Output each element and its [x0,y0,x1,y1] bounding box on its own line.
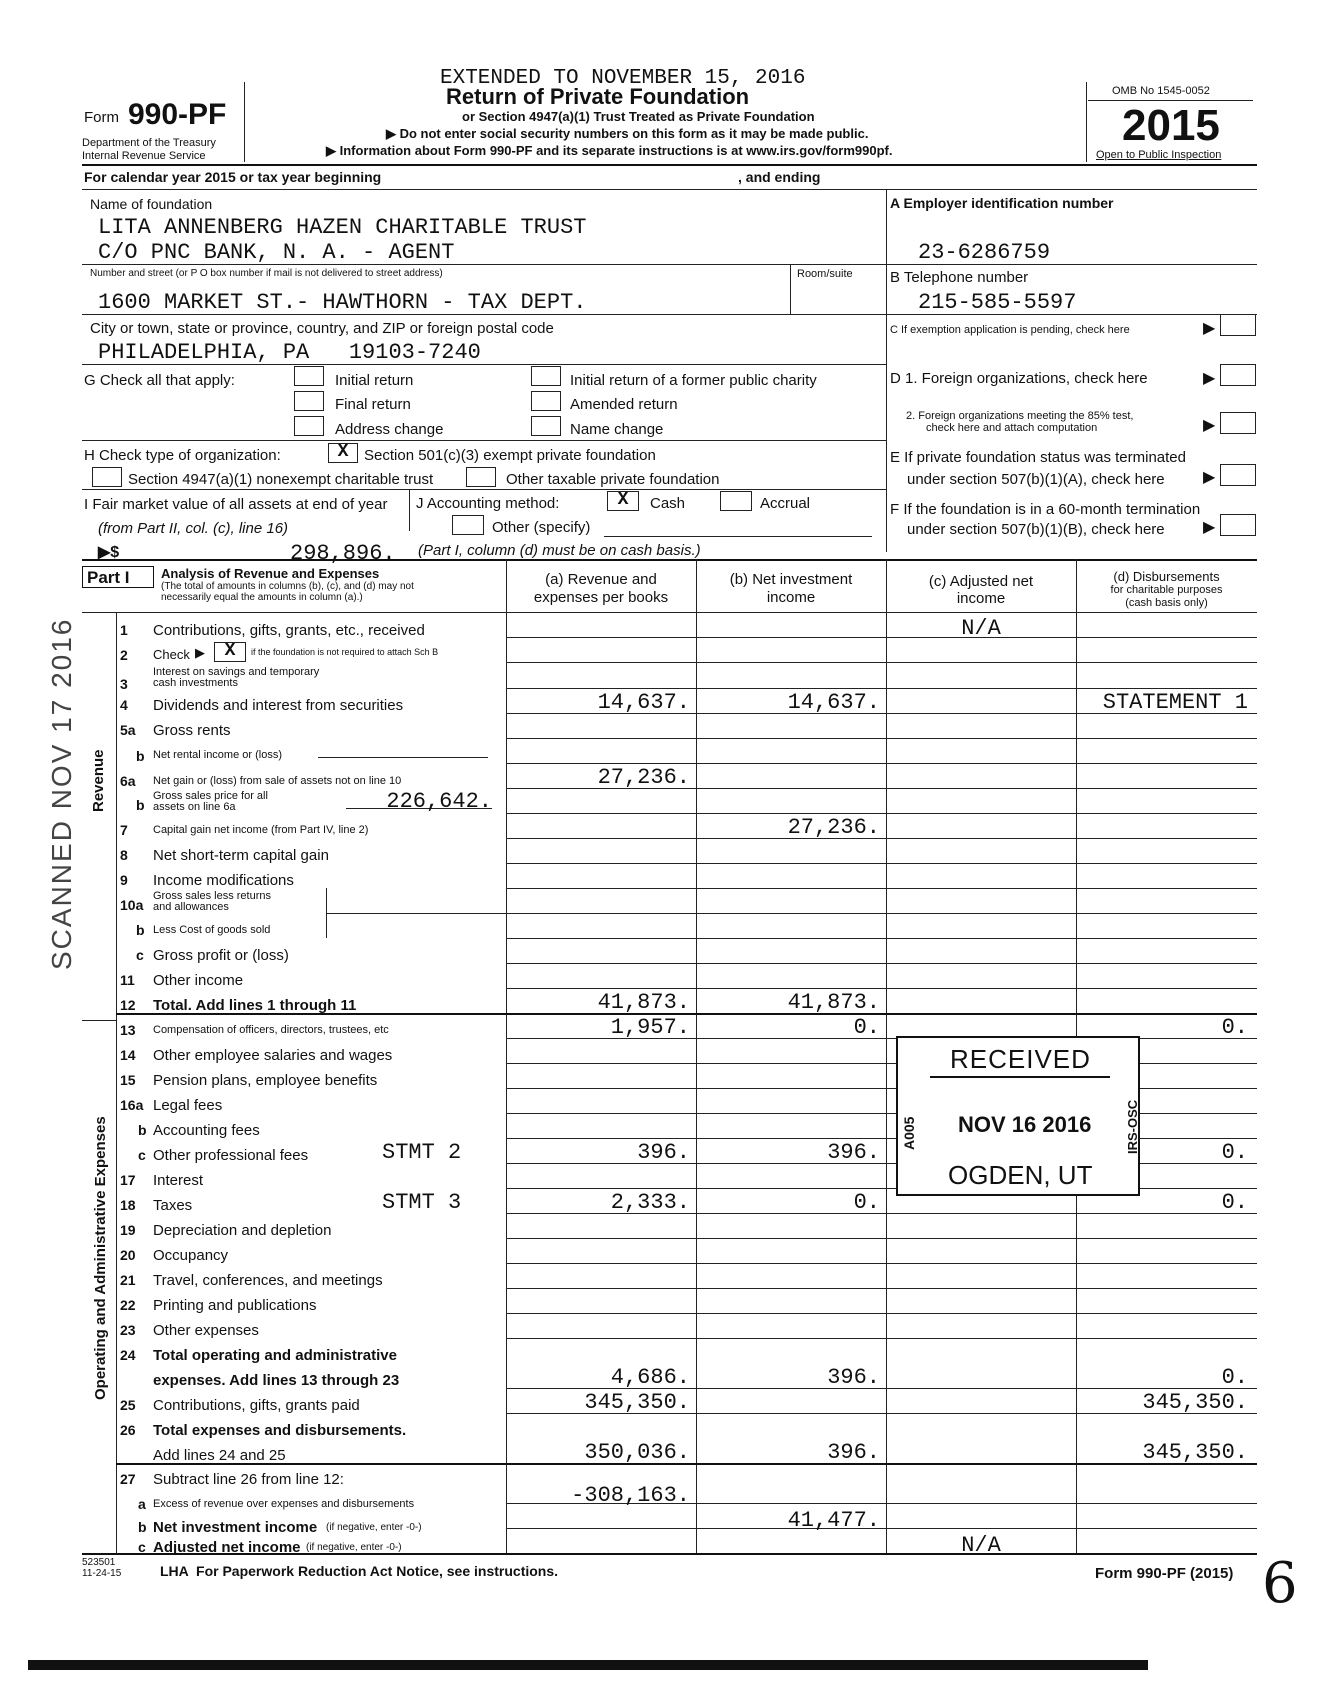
line-12-col-b: 41,873. [787,990,880,1015]
header-rule [82,164,1257,166]
room-divider [790,264,791,314]
line-13-text: Compensation of officers, directors, trustees, etc [153,1024,389,1036]
h-501c3-label: Section 501(c)(3) exempt private foundation [364,447,656,464]
initial-former-checkbox[interactable] [531,366,561,386]
cash-label: Cash [650,495,686,512]
line-18-col-a: 2,333. [610,1190,690,1215]
final-return-checkbox[interactable] [294,391,324,411]
line-10c-text: Gross profit or (loss) [153,947,289,964]
line-4-col-b: 14,637. [787,690,880,715]
c-checkbox[interactable] [1220,314,1256,336]
line-18-num: 18 [120,1197,136,1213]
line-20-text: Occupancy [153,1247,229,1264]
line-5b-num: b [136,748,145,764]
line-26-col-b: 396. [827,1440,880,1465]
accrual-checkbox[interactable] [720,491,752,511]
h-label: H Check type of organization: [84,447,281,464]
g-label: G Check all that apply: [84,372,235,389]
notice-info: ▶ Information about Form 990-PF and its separate instructions is at www.irs.gov/form990pf. [326,143,893,158]
line-6b-value: 226,642. [386,789,492,814]
line-17-text: Interest [153,1172,204,1189]
line-16c-text: Other professional fees [153,1147,309,1164]
line-13-col-d: 0. [1221,1015,1248,1040]
row-sep [506,662,1257,663]
line-13-col-b: 0. [853,1015,880,1040]
line-25-col-d: 345,350. [1142,1390,1248,1415]
line-4-num: 4 [120,697,128,713]
line-6a-num: 6a [120,773,136,789]
e-label-1: E If private foundation status was terminated [890,449,1186,466]
line-16b-text: Accounting fees [153,1122,260,1139]
row-sep [506,1188,1257,1189]
col-a-header-1: (a) Revenue and [545,571,657,588]
part1-title: Analysis of Revenue and Expenses [161,566,380,581]
col-c-left [886,559,887,1553]
form-prefix: Form [84,109,119,126]
address-change-label: Address change [335,421,444,438]
line-3-num: 3 [120,676,128,692]
line-27b-text: Net investment income [153,1519,318,1536]
line-10c-num: c [136,947,144,963]
name-change-checkbox[interactable] [531,416,561,436]
other-specify-line[interactable] [604,536,872,537]
line-26-col-d: 345,350. [1142,1440,1248,1465]
line-24-col-b: 396. [827,1365,880,1390]
line-27c-text: Adjusted net income [153,1539,301,1556]
e-arrow-icon: ▶ [1203,469,1216,486]
i-label-2: (from Part II, col. (c), line 16) [98,520,289,537]
h-rule [82,489,886,490]
line-14-text: Other employee salaries and wages [153,1047,393,1064]
scanned-side-stamp: SCANNED NOV 17 2016 [46,617,77,970]
line-27a-col-a: -308,163. [571,1483,690,1508]
stamp-left-code: A005 [901,1116,917,1150]
h-4947-checkbox[interactable] [92,467,122,487]
col-b-header-2: income [766,589,816,606]
and-ending-label: , and ending [738,169,821,185]
line-25-text: Contributions, gifts, grants paid [153,1397,360,1414]
row-sep [506,1288,1257,1289]
f-checkbox[interactable] [1220,514,1256,536]
row-sep [506,1263,1257,1264]
col-b-header-1: (b) Net investment [729,571,853,588]
phone-rule [886,314,1257,315]
row-sep [506,688,1257,689]
footer-code-1: 523501 [82,1557,116,1568]
f-label-1: F If the foundation is in a 60-month termination [890,501,1201,518]
line-2-note: if the foundation is not required to attach Sch B [251,647,439,657]
line-19-num: 19 [120,1222,136,1238]
phone-label: B Telephone number [890,269,1029,286]
line-8-num: 8 [120,847,128,863]
col-d-header-1: (d) Disbursements [1113,569,1220,584]
calendar-year-label: For calendar year 2015 or tax year beginning [84,169,382,185]
line-10b-num: b [136,922,145,938]
street-rule [82,314,886,315]
f-arrow-icon: ▶ [1203,519,1216,536]
other-method-checkbox[interactable] [452,515,484,535]
line-2-arrow-icon: ▶ [195,645,205,660]
row-sep [506,988,1257,989]
line-7-col-b: 27,236. [787,815,880,840]
line-27b-col-b: 41,477. [787,1508,880,1533]
tax-year: 2015 [1122,101,1220,150]
h-501c3-checkbox[interactable]: X [328,443,358,463]
line-6b-text-1: Gross sales price for all [153,790,268,802]
line-16c-stmt: STMT 2 [382,1140,462,1165]
line-27c-num: c [138,1539,146,1555]
line-16a-text: Legal fees [153,1097,223,1114]
public-inspection: Open to Public Inspection [1096,149,1222,161]
line-7-text: Capital gain net income (from Part IV, line 2) [153,824,369,836]
line-3-text-2: cash investments [153,677,238,689]
line-19-text: Depreciation and depletion [153,1222,332,1239]
line-23-num: 23 [120,1322,136,1338]
omb-number: OMB No 1545-0052 [1112,85,1210,97]
department-label: Department of the Treasury [82,137,216,149]
line-27a-text: Excess of revenue over expenses and disbursements [153,1498,415,1510]
line-10b-text: Less Cost of goods sold [153,924,271,936]
footer-lha: LHA For Paperwork Reduction Act Notice, see instructions. [160,1563,559,1579]
line-6a-text: Net gain or (loss) from sale of assets not on line 10 [153,775,402,787]
side-section-rule [82,1020,116,1021]
d2-checkbox[interactable] [1220,412,1256,434]
line-24-col-d: 0. [1221,1365,1248,1390]
line-16c-col-a: 396. [637,1140,690,1165]
address-change-checkbox[interactable] [294,416,324,436]
part1-subtitle-1: (The total of amounts in columns (b), (c), and (d) may not [161,581,414,592]
row-sep [506,1338,1257,1339]
line-25-col-a: 345,350. [584,1390,690,1415]
line-21-num: 21 [120,1272,136,1288]
line-4-text: Dividends and interest from securities [153,697,404,714]
foundation-name-line1: LITA ANNENBERG HAZEN CHARITABLE TRUST [98,215,587,240]
line-24-text-1: Total operating and administrative [153,1347,397,1364]
stamp-received: RECEIVED [950,1044,1091,1074]
line-10a-num: 10a [120,897,144,913]
i-label-1: I Fair market value of all assets at end of year [84,496,388,513]
f-label-2: under section 507(b)(1)(B), check here [907,521,1165,538]
line-10-box-mid [326,913,506,914]
ein-rule [886,264,1257,265]
line-9-num: 9 [120,872,128,888]
stamp-date: NOV 16 2016 [958,1112,1092,1137]
line-27-num: 27 [120,1471,136,1487]
line-6b-num: b [136,797,145,813]
room-label: Room/suite [797,268,853,280]
final-return-label: Final return [335,396,411,413]
amended-return-checkbox[interactable] [531,391,561,411]
line-25-num: 25 [120,1397,136,1413]
foundation-name-line2: C/O PNC BANK, N. A. - AGENT [98,240,455,265]
city-label: City or town, state or province, country, and ZIP or foreign postal code [90,320,554,337]
e-label-2: under section 507(b)(1)(A), check here [907,471,1165,488]
h-4947-label: Section 4947(a)(1) nonexempt charitable trust [128,471,434,488]
line-4-col-a: 14,637. [597,690,690,715]
col-c-header-1: (c) Adjusted net [928,573,1034,590]
row-sep [506,1113,1257,1114]
side-revenue-label: Revenue [90,749,107,812]
line-26-text-2: Add lines 24 and 25 [153,1447,286,1464]
accrual-label: Accrual [760,495,811,512]
h-other-taxable-checkbox[interactable] [466,467,496,487]
part1-header-rule [82,612,1257,613]
line-11-num: 11 [120,972,135,988]
d2-label-2: check here and attach computation [926,422,1098,434]
ein-value: 23-6286759 [918,240,1051,265]
ij-rule [82,559,1257,561]
stamp-rule-top [930,1076,1110,1078]
line-27-text: Subtract line 26 from line 12: [153,1471,344,1488]
d2-arrow-icon: ▶ [1203,417,1216,434]
row-sep [506,738,1257,739]
line-23-text: Other expenses [153,1322,259,1339]
c-arrow-icon: ▶ [1203,320,1216,337]
row-sep [506,863,1257,864]
line-11-text: Other income [153,972,244,989]
line-27a-num: a [138,1496,146,1512]
calendar-rule [82,189,1257,190]
col-d-header-2: for charitable purposes [1110,584,1223,596]
d2-label-1: 2. Foreign organizations meeting the 85% test, [906,410,1134,422]
stamp-location: OGDEN, UT [948,1160,1093,1190]
line-1-num: 1 [120,622,128,638]
line-5b-fill[interactable] [318,757,488,758]
line-27c-col-c: N/A [961,1533,1001,1558]
line-10a-text-1: Gross sales less returns [153,890,271,902]
line-22-num: 22 [120,1297,136,1313]
name-rule [82,264,886,265]
line-18-text: Taxes [153,1197,193,1214]
line-2-text: Check [153,647,190,662]
line-16c-col-b: 396. [827,1140,880,1165]
cash-checkbox[interactable]: X [607,491,639,511]
line-3-text-1: Interest on savings and temporary [153,666,320,678]
line-6a-col-a: 27,236. [597,765,690,790]
line-16a-num: 16a [120,1097,144,1113]
received-stamp [896,1036,1140,1196]
row-sep [506,1313,1257,1314]
row-sep [506,637,1257,638]
row-sep [506,813,1257,814]
g-rule [82,440,886,441]
line-15-text: Pension plans, employee benefits [153,1072,378,1089]
handwritten-page-mark: 6 [1262,1551,1298,1616]
row-sep [506,1138,1257,1139]
line-27b-num: b [138,1519,147,1535]
line-1-text: Contributions, gifts, grants, etc., received [153,622,425,639]
line-20-num: 20 [120,1247,136,1263]
line-12-text: Total. Add lines 1 through 11 [153,997,357,1014]
row-sep [506,838,1257,839]
line-15-num: 15 [120,1072,136,1088]
row-sep [506,938,1257,939]
side-label-divider [116,612,117,1553]
line-14-num: 14 [120,1047,136,1063]
line-8-text: Net short-term capital gain [153,847,329,864]
line-22-text: Printing and publications [153,1297,317,1314]
line-24-num: 24 [120,1347,136,1363]
row-sep [506,1063,1257,1064]
line-7-num: 7 [120,822,128,838]
part1-badge: Part I [82,566,154,588]
notice-ssn: ▶ Do not enter social security numbers on this form as it may be made public. [386,126,869,141]
name-change-label: Name change [570,421,664,438]
row-sep [506,963,1257,964]
line-5a-text: Gross rents [153,722,231,739]
header-divider-left [244,82,245,162]
line-18-stmt: STMT 3 [382,1190,462,1215]
ij-divider [409,489,410,531]
form-title: Return of Private Foundation [446,84,750,109]
footer-form-ref: Form 990-PF (2015) [1095,1565,1234,1582]
line-24-col-a: 4,686. [610,1365,690,1390]
line-18-col-b: 0. [853,1190,880,1215]
line-27c-note: (if negative, enter -0-) [306,1542,402,1553]
line-17-num: 17 [120,1172,136,1188]
line-12-num: 12 [120,997,136,1013]
other-method-label: Other (specify) [492,519,591,536]
part1-subtitle-2: necessarily equal the amounts in column (a).) [161,592,363,603]
side-expenses-label: Operating and Administrative Expenses [92,1116,109,1400]
line-5b-text: Net rental income or (loss) [153,749,282,761]
stamp-right-code: IRS-OSC [1125,1099,1140,1154]
col-d-header-3: (cash basis only) [1125,597,1208,609]
e-checkbox[interactable] [1220,464,1256,486]
d1-label: D 1. Foreign organizations, check here [890,370,1148,387]
initial-former-label: Initial return of a former public charity [570,372,817,389]
d1-arrow-icon: ▶ [1203,370,1216,387]
city-rule [82,364,886,365]
foundation-name-label: Name of foundation [90,196,213,212]
line-13-col-a: 1,957. [610,1015,690,1040]
line-6b-text-2: assets on line 6a [153,801,236,813]
row-sep [506,1528,1257,1529]
line-26-col-a: 350,036. [584,1440,690,1465]
line-18-col-d: 0. [1221,1190,1248,1215]
line-12-col-a: 41,873. [597,990,690,1015]
amended-return-label: Amended return [570,396,678,413]
row-sep [506,763,1257,764]
line-2-num: 2 [120,647,128,663]
initial-return-label: Initial return [335,372,414,389]
scan-edge-bar [28,1660,1148,1670]
right-column-divider [886,189,887,552]
i-dollar: ▶$ [98,544,120,561]
row-sep [506,1088,1257,1089]
line-16c-num: c [138,1147,146,1163]
row-sep [506,888,1257,889]
extension-note: EXTENDED TO NOVEMBER 15, 2016 [440,67,806,90]
ein-label: A Employer identification number [890,195,1114,211]
c-label: C If exemption application is pending, check here [890,324,1130,336]
irs-label: Internal Revenue Service [82,150,206,162]
line-5a-num: 5a [120,722,136,738]
line-9-text: Income modifications [153,872,294,889]
d1-checkbox[interactable] [1220,364,1256,386]
row-sep [506,913,1257,914]
j-note: (Part I, column (d) must be on cash basis.) [418,542,701,559]
line-1-col-c: N/A [961,616,1001,641]
line-4-col-d: STATEMENT 1 [1102,690,1248,715]
row-sep [506,1238,1257,1239]
line-27b-note: (if negative, enter -0-) [326,1522,422,1533]
footer-code-2: 11-24-15 [82,1568,122,1579]
line-10a-text-2: and allowances [153,901,229,913]
street-address: 1600 MARKET ST.- HAWTHORN - TAX DEPT. [98,290,587,315]
col-a-header-2: expenses per books [533,589,669,606]
phone-value: 215-585-5597 [918,290,1077,315]
line-2-checkbox[interactable]: X [214,642,246,662]
line-13-num: 13 [120,1022,136,1038]
header-divider-right [1086,82,1087,162]
form-subtitle: or Section 4947(a)(1) Trust Treated as Private Foundation [462,109,815,124]
initial-return-checkbox[interactable] [294,366,324,386]
line-16c-col-d: 0. [1221,1140,1248,1165]
line-24-text-2: expenses. Add lines 13 through 23 [153,1372,400,1389]
col-c-header-2: income [956,590,1006,607]
city-state-zip: PHILADELPHIA, PA 19103-7240 [98,340,481,365]
line-16b-num: b [138,1122,147,1138]
fmv-value: 298,896. [290,541,396,566]
line-26-text-1: Total expenses and disbursements. [153,1422,407,1439]
line-21-text: Travel, conferences, and meetings [153,1272,383,1289]
form-number: 990-PF [128,98,227,131]
line-26-num: 26 [120,1422,136,1438]
h-other-taxable-label: Other taxable private foundation [506,471,720,488]
street-label: Number and street (or P O box number if mail is not delivered to street address) [90,268,443,279]
j-label: J Accounting method: [416,495,560,512]
